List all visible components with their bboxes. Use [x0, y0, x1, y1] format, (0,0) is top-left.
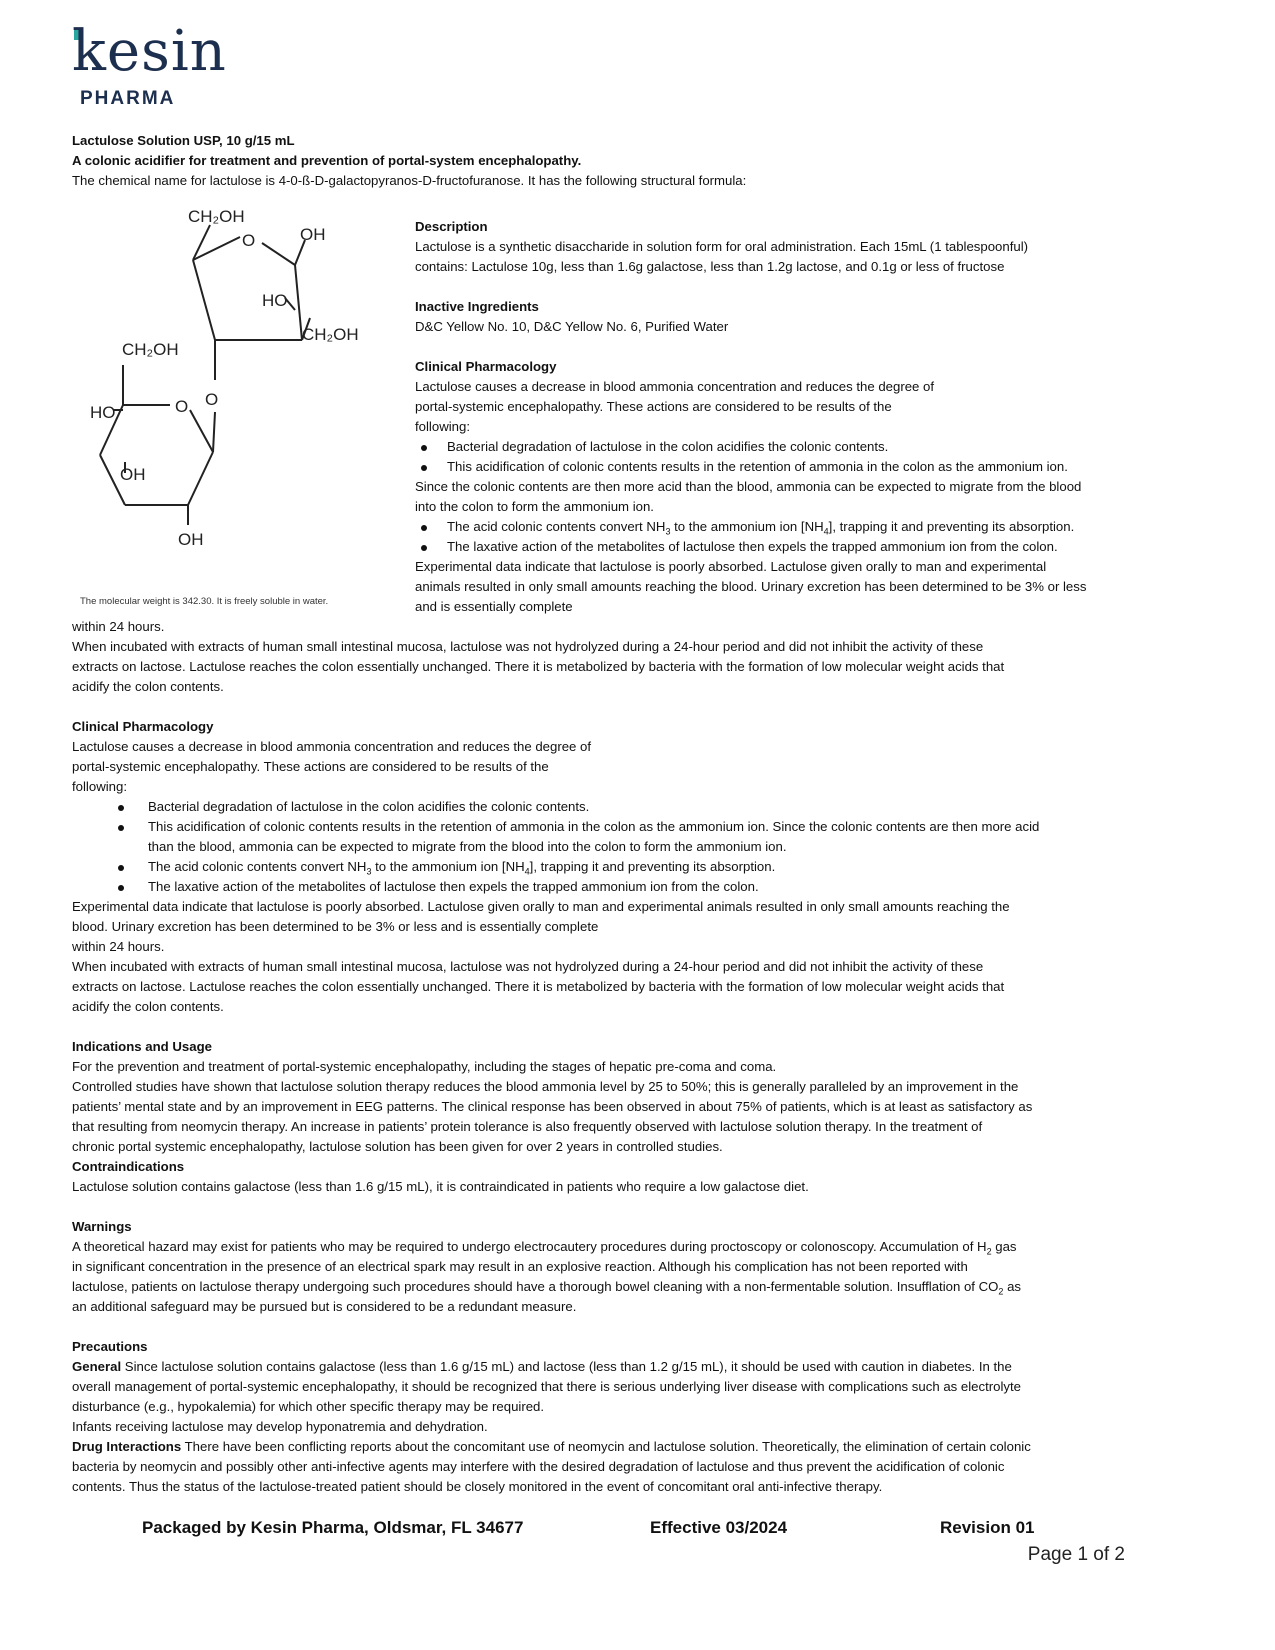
bullet-dot	[421, 445, 427, 451]
indications-line-3: patients’ mental state and by an improvement in EEG patterns. The clinical response has been observed in about 75% of patients, which is at least as satisfactory as	[72, 1099, 1033, 1114]
precautions-heading: Precautions	[72, 1339, 148, 1354]
clin1-after-3: and is essentially complete	[415, 599, 573, 614]
label-oh-bottom: OH	[178, 530, 204, 549]
precautions-drug-line-3: contents. Thus the status of the lactulose-treated patient should be closely monitored in the event of concomitant oral anti-infective therapy.	[72, 1479, 883, 1494]
product-title: Lactulose Solution USP, 10 g/15 mL	[72, 133, 295, 148]
label-ring-o-bottom: O	[175, 397, 189, 416]
clin2-bullet-1: Bacterial degradation of lactulose in the colon acidifies the colonic contents.	[148, 799, 590, 814]
clin1-bullet-2-cont-2: into the colon to form the ammonium ion.	[415, 499, 654, 514]
description-heading: Description	[415, 219, 488, 234]
precautions-drug-line-2: bacteria by neomycin and possibly other anti-infective agents may interfere with the desired degradation of lactulose and thus prevent the acidification of colonic	[72, 1459, 1005, 1474]
precautions-drug-line-1	[72, 1437, 1031, 1458]
warnings-l1-part-b: gas	[991, 1239, 1017, 1254]
label-ho-left: HO	[90, 403, 116, 422]
label-ring-o-top: O	[242, 231, 256, 250]
label-glycosidic-o: O	[205, 390, 219, 409]
clin2-after-1: Experimental data indicate that lactulose is poorly absorbed. Lactulose given orally to man and experimental animals resulted in only small amounts reaching the	[72, 899, 1010, 914]
warnings-l3-part-b: as	[1003, 1279, 1022, 1294]
indications-line-5: chronic portal systemic encephalopathy, lactulose solution has been given for over 2 years in controlled studies.	[72, 1139, 723, 1154]
bullet-dot	[118, 885, 124, 891]
clin1-bullet-2-cont-1: Since the colonic contents are then more acid than the blood, ammonia can be expected to migrate from the blood	[415, 479, 1082, 494]
precautions-general-label: General	[72, 1359, 122, 1374]
clin1-bullet-4: The laxative action of the metabolites of lactulose then expels the trapped ammonium ion from the colon.	[447, 539, 1058, 554]
precautions-general-line-3: disturbance (e.g., hypokalemia) for which other specific therapy may be required.	[72, 1399, 545, 1414]
structure-caption: The molecular weight is 342.30. It is freely soluble in water.	[80, 596, 329, 607]
clin2-line-1: Lactulose causes a decrease in blood ammonia concentration and reduces the degree of	[72, 739, 592, 754]
clin2-bullet-2: This acidification of colonic contents results in the retention of ammonia in the colon as the ammonium ion. Since the colonic contents are then more acid	[148, 819, 1040, 834]
clin2-after-6: acidify the colon contents.	[72, 999, 224, 1014]
clin1-line-2: portal-systemic encephalopathy. These actions are considered to be results of the	[415, 399, 892, 414]
bullet-dot	[421, 545, 427, 551]
mid1-line-4: acidify the colon contents.	[72, 679, 224, 694]
warnings-line-4: an additional safeguard may be pursued but is considered to be a redundant measure.	[72, 1299, 577, 1314]
clin1-b3-part-c: ], trapping it and preventing its absorption.	[828, 519, 1075, 534]
warnings-l3-part-a: lactulose, patients on lactulose therapy undergoing such procedures should have a thorough bowel cleaning with a non-fermentable solution. Insufflation of CO	[72, 1279, 999, 1294]
clin1-heading: Clinical Pharmacology	[415, 359, 557, 374]
clin1-b3-part-b: to the ammonium ion [NH	[670, 519, 824, 534]
label-oh-middle: OH	[120, 465, 146, 484]
logo-subtitle: PHARMA	[80, 88, 176, 109]
clin1-bullet-1: Bacterial degradation of lactulose in the colon acidifies the colonic contents.	[447, 439, 889, 454]
bullet-dot	[118, 865, 124, 871]
indications-line-2: Controlled studies have shown that lactulose solution therapy reduces the blood ammonia level by 25 to 50%; this is generally paralleled by an improvement in the	[72, 1079, 1019, 1094]
clin1-line-1: Lactulose causes a decrease in blood ammonia concentration and reduces the degree of	[415, 379, 935, 394]
precautions-drug-text-1: There have been conflicting reports about the concomitant use of neomycin and lactulose solution. Theoretically, the elimination of certain colonic	[181, 1439, 1031, 1454]
clin2-bullet-4: The laxative action of the metabolites of lactulose then expels the trapped ammonium ion from the colon.	[148, 879, 759, 894]
inactive-heading: Inactive Ingredients	[415, 299, 539, 314]
mid1-line-1: within 24 hours.	[72, 619, 165, 634]
label-ho-right: HO	[262, 291, 288, 310]
intro-text: The chemical name for lactulose is 4-0-ß-D-galactopyranos-D-fructofuranose. It has the following structural formula:	[72, 173, 747, 188]
logo-wordmark: kesin	[72, 19, 227, 84]
precautions-general-line-2: overall management of portal-systemic encephalopathy, it should be recognized that there is serious underlying liver disease with complications such as electrolyte	[72, 1379, 1022, 1394]
clin2-b3-part-b: to the ammonium ion [NH	[371, 859, 525, 874]
footer-packaged: Packaged by Kesin Pharma, Oldsmar, FL 34677	[142, 1518, 524, 1537]
warnings-l3-sub: 2	[998, 1286, 1004, 1297]
label-ch2oh-left: CH₂OH	[122, 340, 179, 359]
clin1-b3-sub-1: 3	[665, 526, 671, 537]
clin2-line-2: portal-systemic encephalopathy. These actions are considered to be results of the	[72, 759, 549, 774]
warnings-l1-part-a: A theoretical hazard may exist for patients who may be required to undergo electrocautery procedures during proctoscopy or colonoscopy. Accumulation of H	[72, 1239, 987, 1254]
clin2-b3-sub-2: 4	[524, 866, 530, 877]
clin2-heading: Clinical Pharmacology	[72, 719, 214, 734]
clin1-after-1: Experimental data indicate that lactulose is poorly absorbed. Lactulose given orally to man and experimental	[415, 559, 1047, 574]
mid1-line-2: When incubated with extracts of human small intestinal mucosa, lactulose was not hydrolyzed during a 24-hour period and did not inhibit the activity of these	[72, 639, 984, 654]
clin1-bullet-2: This acidification of colonic contents results in the retention of ammonia in the colon as the ammonium ion.	[447, 459, 1068, 474]
footer-revision: Revision 01	[940, 1518, 1035, 1537]
bullet-dot	[118, 825, 124, 831]
lactulose-structure-diagram	[80, 200, 400, 580]
precautions-drug-label: Drug Interactions	[72, 1439, 182, 1454]
contraindications-heading: Contraindications	[72, 1159, 185, 1174]
label-ch2oh-top: CH₂OH	[188, 207, 245, 226]
page-number: Page 1 of 2	[1027, 1544, 1125, 1565]
clin2-after-4: When incubated with extracts of human small intestinal mucosa, lactulose was not hydrolyzed during a 24-hour period and did not inhibit the activity of these	[72, 959, 984, 974]
label-oh-top: OH	[300, 225, 326, 244]
precautions-general-line-1	[72, 1357, 1012, 1378]
clin1-after-2: animals resulted in only small amounts reaching the blood. Urinary excretion has been determined to be 3% or less	[415, 579, 1087, 594]
precautions-general-text-1: Since lactulose solution contains galactose (less than 1.6 g/15 mL) and lactose (less than 1.2 g/15 mL), it should be used with caution in diabetes. In the	[121, 1359, 1012, 1374]
clin2-line-3: following:	[72, 779, 127, 794]
clin2-after-2: blood. Urinary excretion has been determined to be 3% or less and is essentially complete	[72, 919, 599, 934]
clin1-b3-sub-2: 4	[823, 526, 829, 537]
warnings-l1-sub: 2	[986, 1246, 992, 1257]
warnings-heading: Warnings	[72, 1219, 132, 1234]
description-line-1: Lactulose is a synthetic disaccharide in solution form for oral administration. Each 15mL (1 tablespoonful)	[415, 239, 1029, 254]
description-line-2: contains: Lactulose 10g, less than 1.6g galactose, less than 1.2g lactose, and 0.1g or less of fructose	[415, 259, 1005, 274]
mid1-line-3: extracts on lactose. Lactulose reaches the colon essentially unchanged. There it is metabolized by bacteria with the formation of low molecular weight acids that	[72, 659, 1005, 674]
footer-effective: Effective 03/2024	[650, 1518, 788, 1537]
precautions-infants: Infants receiving lactulose may develop hyponatremia and dehydration.	[72, 1419, 488, 1434]
product-subtitle: A colonic acidifier for treatment and prevention of portal-system encephalopathy.	[72, 153, 582, 168]
indications-line-1: For the prevention and treatment of portal-systemic encephalopathy, including the stages of hepatic pre-coma and coma.	[72, 1059, 777, 1074]
bullet-dot	[118, 805, 124, 811]
label-ch2oh-right: CH₂OH	[302, 325, 359, 344]
contraindications-text: Lactulose solution contains galactose (less than 1.6 g/15 mL), it is contraindicated in patients who require a low galactose diet.	[72, 1179, 809, 1194]
warnings-line-2: in significant concentration in the presence of an electrical spark may result in an explosive reaction. Although his complication has not been reported with	[72, 1259, 968, 1274]
clin2-b3-part-c: ], trapping it and preventing its absorption.	[529, 859, 776, 874]
clin2-after-5: extracts on lactose. Lactulose reaches the colon essentially unchanged. There it is metabolized by bacteria with the formation of low molecular weight acids that	[72, 979, 1005, 994]
clin1-b3-part-a: The acid colonic contents convert NH	[447, 519, 666, 534]
inactive-text: D&C Yellow No. 10, D&C Yellow No. 6, Purified Water	[415, 319, 729, 334]
bullet-dot	[421, 525, 427, 531]
clin2-bullet-2-cont: than the blood, ammonia can be expected to migrate from the blood into the colon to form the ammonium ion.	[148, 839, 787, 854]
bullet-dot	[421, 465, 427, 471]
indications-line-4: that resulting from neomycin therapy. An increase in patients’ protein tolerance is also frequently observed with lactulose solution therapy. In the treatment of	[72, 1119, 983, 1134]
indications-heading: Indications and Usage	[72, 1039, 212, 1054]
clin1-line-3: following:	[415, 419, 470, 434]
clin2-after-3: within 24 hours.	[72, 939, 165, 954]
clin2-b3-part-a: The acid colonic contents convert NH	[148, 859, 367, 874]
clin2-b3-sub-1: 3	[366, 866, 372, 877]
